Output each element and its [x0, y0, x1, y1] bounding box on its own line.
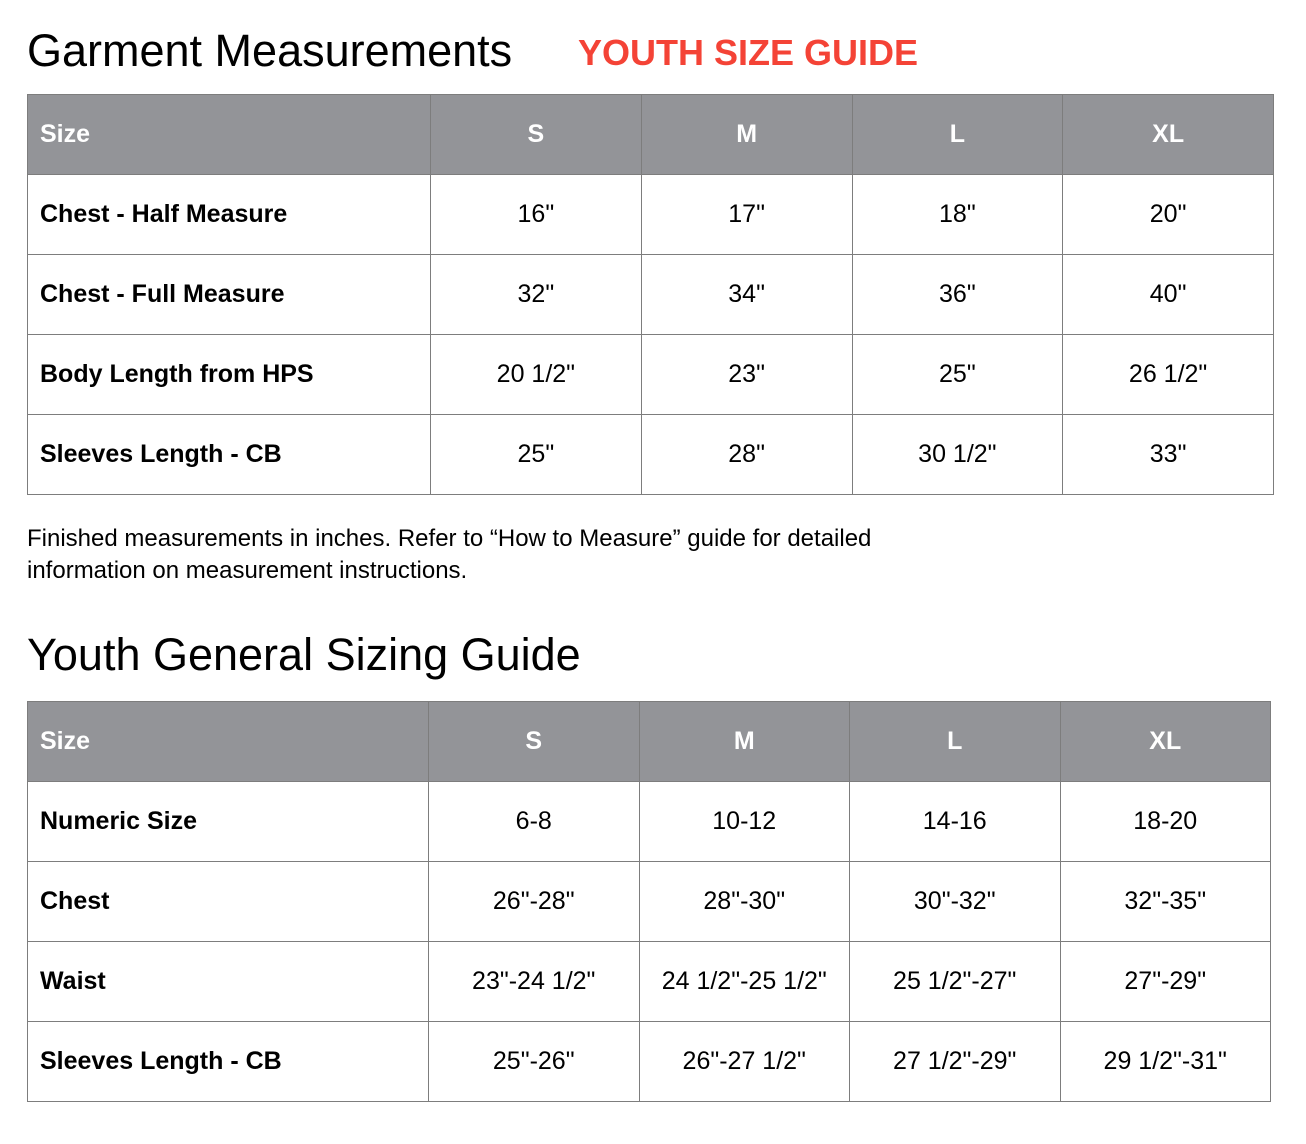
- measurement-cell: 30"-32": [850, 862, 1061, 942]
- measurement-cell: 6-8: [429, 782, 640, 862]
- measurement-cell: 26"-27 1/2": [639, 1022, 850, 1102]
- measurement-cell: 25"-26": [429, 1022, 640, 1102]
- measurement-cell: 25 1/2"-27": [850, 942, 1061, 1022]
- youth-size-guide-label: YOUTH SIZE GUIDE: [578, 32, 919, 73]
- row-label: Sleeves Length - CB: [28, 1022, 429, 1102]
- size-header: Size: [28, 95, 431, 175]
- measurement-cell: 18-20: [1060, 782, 1271, 862]
- size-column-header: XL: [1063, 95, 1274, 175]
- measurement-cell: 17": [641, 175, 852, 255]
- size-column-header: M: [641, 95, 852, 175]
- table-row: [28, 942, 1271, 1022]
- row-label: Waist: [28, 942, 429, 1022]
- measurement-cell: 28": [641, 415, 852, 495]
- measurement-cell: 25": [431, 415, 642, 495]
- size-column-header: S: [431, 95, 642, 175]
- measurement-cell: 10-12: [639, 782, 850, 862]
- table-row: [28, 175, 1274, 255]
- table-row: [28, 335, 1274, 415]
- measurement-cell: 33": [1063, 415, 1274, 495]
- row-label: Chest - Full Measure: [28, 255, 431, 335]
- measurement-cell: 25": [852, 335, 1063, 415]
- measurement-cell: 20 1/2": [431, 335, 642, 415]
- general-sizing-table: [27, 701, 1271, 1102]
- table-row: [28, 782, 1271, 862]
- row-label: Numeric Size: [28, 782, 429, 862]
- measurement-cell: 29 1/2"-31": [1060, 1022, 1271, 1102]
- row-label: Sleeves Length - CB: [28, 415, 431, 495]
- size-column-header: L: [850, 702, 1061, 782]
- table-row: [28, 1022, 1271, 1102]
- measurement-cell: 16": [431, 175, 642, 255]
- measurement-cell: 36": [852, 255, 1063, 335]
- table-row: [28, 862, 1271, 942]
- measurement-cell: 14-16: [850, 782, 1061, 862]
- measurement-cell: 32": [431, 255, 642, 335]
- header-row: [28, 702, 1271, 782]
- row-label: Chest: [28, 862, 429, 942]
- measurement-cell: 23"-24 1/2": [429, 942, 640, 1022]
- measurement-note: Finished measurements in inches. Refer to “How to Measure” guide for detailed information on measurement instructions.: [27, 525, 872, 584]
- measurement-cell: 23": [641, 335, 852, 415]
- size-header: Size: [28, 702, 429, 782]
- size-column-header: M: [639, 702, 850, 782]
- general-sizing-title: Youth General Sizing Guide: [27, 629, 581, 680]
- garment-measurements-title: Garment Measurements: [27, 25, 513, 76]
- measurement-cell: 26"-28": [429, 862, 640, 942]
- size-column-header: L: [852, 95, 1063, 175]
- measurement-cell: 26 1/2": [1063, 335, 1274, 415]
- garment-measurements-table: [27, 94, 1274, 495]
- size-column-header: XL: [1060, 702, 1271, 782]
- measurement-cell: 32"-35": [1060, 862, 1271, 942]
- measurement-cell: 18": [852, 175, 1063, 255]
- measurement-cell: 34": [641, 255, 852, 335]
- measurement-cell: 27"-29": [1060, 942, 1271, 1022]
- measurement-cell: 28"-30": [639, 862, 850, 942]
- measurement-cell: 40": [1063, 255, 1274, 335]
- row-label: Chest - Half Measure: [28, 175, 431, 255]
- measurement-cell: 20": [1063, 175, 1274, 255]
- measurement-cell: 30 1/2": [852, 415, 1063, 495]
- table-row: [28, 255, 1274, 335]
- table-row: [28, 415, 1274, 495]
- measurement-cell: 24 1/2"-25 1/2": [639, 942, 850, 1022]
- size-column-header: S: [429, 702, 640, 782]
- measurement-cell: 27 1/2"-29": [850, 1022, 1061, 1102]
- row-label: Body Length from HPS: [28, 335, 431, 415]
- header-row: [28, 95, 1274, 175]
